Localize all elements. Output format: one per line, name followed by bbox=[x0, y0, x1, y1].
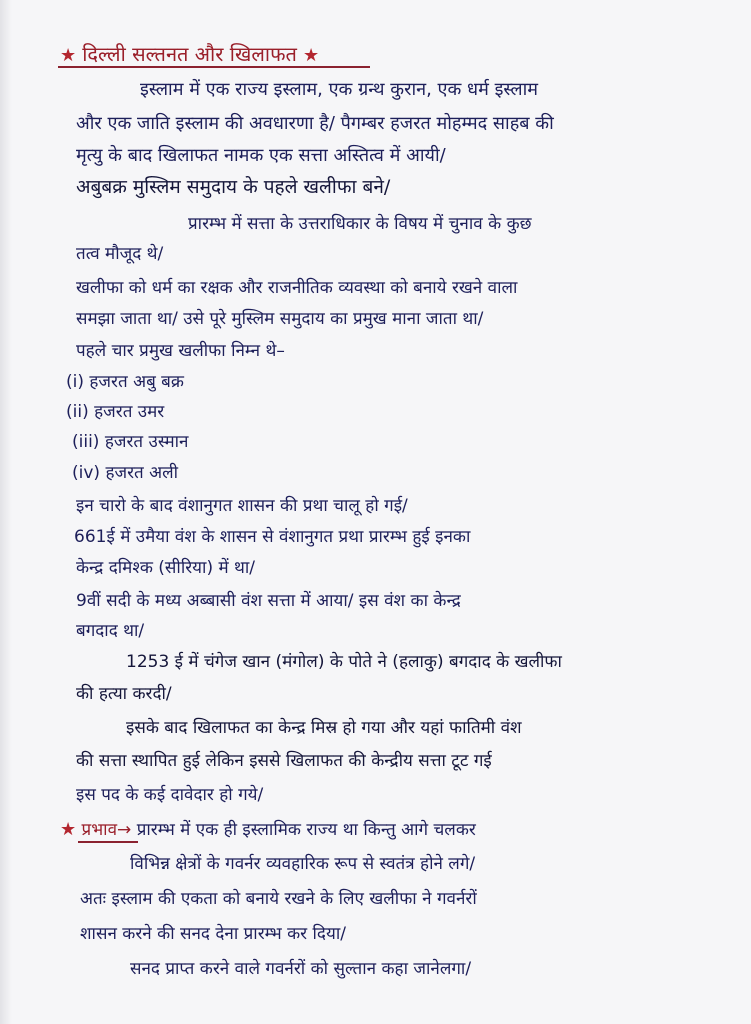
text-line: की हत्या करदी/ bbox=[76, 684, 172, 704]
text-line: इन चारो के बाद वंशानुगत शासन की प्रथा चालू हो गई/ bbox=[76, 496, 408, 516]
impact-heading-line bbox=[60, 818, 476, 842]
text-line: विभिन्न क्षेत्रों के गवर्नर व्यवहारिक रूप से स्वतंत्र होने लगे/ bbox=[130, 854, 476, 874]
list-item: (ii) हजरत उमर bbox=[66, 402, 165, 422]
page-edge-shadow bbox=[0, 0, 12, 1024]
text-line: अबुबक्र मुस्लिम समुदाय के पहले खलीफा बने/ bbox=[76, 176, 391, 198]
text-line: इसके बाद खिलाफत का केन्द्र मिस्र हो गया और यहां फातिमी वंश bbox=[126, 718, 522, 738]
impact-text: प्रारम्भ में एक ही इस्लामिक राज्य था किन्तु आगे चलकर bbox=[136, 820, 476, 840]
arrow-icon: → bbox=[117, 820, 132, 840]
list-item: (i) हजरत अबु बक्र bbox=[66, 372, 184, 392]
text-line: प्रारम्भ में सत्ता के उत्तराधिकार के विषय में चुनाव के कुछ bbox=[188, 214, 532, 234]
text-line: खलीफा को धर्म का रक्षक और राजनीतिक व्यवस्था को बनाये रखने वाला bbox=[76, 278, 518, 298]
text-line: और एक जाति इस्लाम की अवधारणा है/ पैगम्बर हजरत मोहम्मद साहब की bbox=[76, 113, 554, 134]
star-icon: ★ bbox=[302, 45, 320, 66]
text-line: इस पद के कई दावेदार हो गये/ bbox=[76, 785, 264, 805]
text-line: सनद प्राप्त करने वाले गवर्नरों को सुल्तान कहा जानेलगा/ bbox=[130, 959, 472, 979]
list-item: (iii) हजरत उस्मान bbox=[72, 432, 189, 452]
title-text: दिल्ली सल्तनत और खिलाफत bbox=[82, 42, 297, 66]
star-icon: ★ bbox=[60, 45, 77, 66]
list-item: (iv) हजरत अली bbox=[72, 463, 179, 483]
text-line: बगदाद था/ bbox=[76, 621, 145, 641]
text-line: तत्व मौजूद थे/ bbox=[76, 244, 164, 264]
star-icon: ★ bbox=[60, 819, 77, 840]
text-line: शासन करने की सनद देना प्रारम्भ कर दिया/ bbox=[80, 924, 346, 944]
text-line: 661ई में उमैया वंश के शासन से वंशानुगत प्रथा प्रारम्भ हुई इनका bbox=[74, 527, 471, 547]
text-line: पहले चार प्रमुख खलीफा निम्न थे– bbox=[76, 341, 285, 361]
title-underline bbox=[58, 66, 370, 68]
text-line: समझा जाता था/ उसे पूरे मुस्लिम समुदाय का प्रमुख माना जाता था/ bbox=[76, 309, 484, 329]
text-line: 1253 ई में चंगेज खान (मंगोल) के पोते ने (हलाकु) बगदाद के खलीफा bbox=[126, 652, 562, 672]
text-line: केन्द्र दमिश्क (सीरिया) में था/ bbox=[76, 558, 256, 578]
text-line: अतः इस्लाम की एकता को बनाये रखने के लिए खलीफा ने गवर्नरों bbox=[80, 889, 477, 909]
text-line: मृत्यु के बाद खिलाफत नामक एक सत्ता अस्तित्व में आयी/ bbox=[76, 145, 446, 166]
text-line: की सत्ता स्थापित हुई लेकिन इससे खिलाफत की केन्द्रीय सत्ता टूट गई bbox=[76, 751, 492, 771]
heading-underline bbox=[78, 841, 138, 843]
page-title bbox=[60, 42, 319, 68]
text-line: इस्लाम में एक राज्य इस्लाम, एक ग्रन्थ कुरान, एक धर्म इस्लाम bbox=[140, 79, 539, 100]
text-line: 9वीं सदी के मध्य अब्बासी वंश सत्ता में आया/ इस वंश का केन्द्र bbox=[76, 591, 461, 611]
impact-heading: प्रभाव bbox=[81, 820, 118, 840]
